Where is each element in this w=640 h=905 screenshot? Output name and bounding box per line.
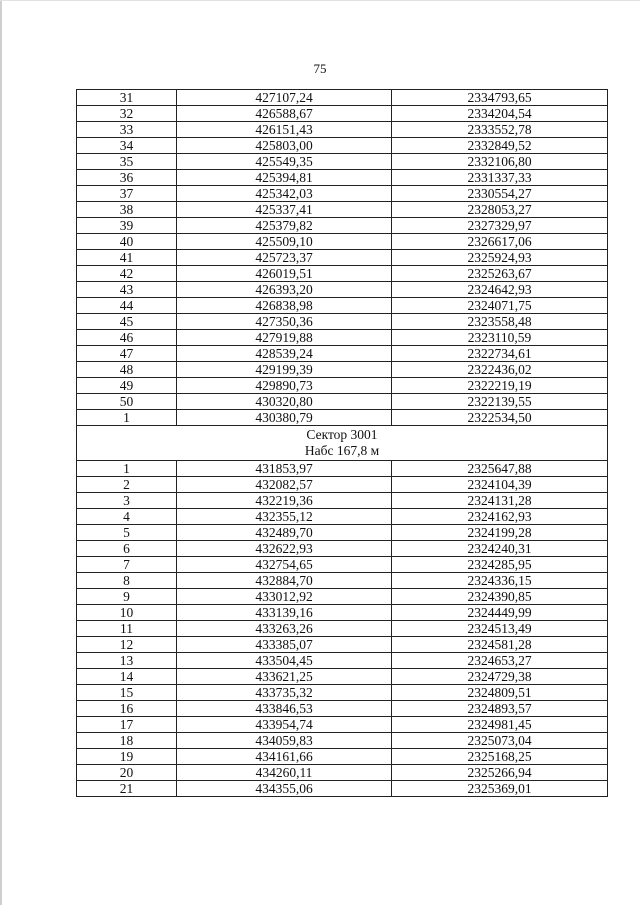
y-coordinate-cell: 2325263,67: [392, 266, 608, 282]
sector-header-body: [77, 426, 608, 461]
point-number-cell: 33: [77, 122, 177, 138]
x-coordinate-cell: 425509,10: [177, 234, 392, 250]
y-coordinate-cell: 2324131,28: [392, 493, 608, 509]
x-coordinate-cell: 432754,65: [177, 557, 392, 573]
x-coordinate-cell: 429890,73: [177, 378, 392, 394]
point-number-cell: 18: [77, 733, 177, 749]
y-coordinate-cell: 2324893,57: [392, 701, 608, 717]
coordinates-table: [76, 89, 608, 797]
point-number-cell: 12: [77, 637, 177, 653]
point-number-cell: 47: [77, 346, 177, 362]
x-coordinate-cell: 433504,45: [177, 653, 392, 669]
sector-header: [77, 426, 608, 461]
point-number-cell: 48: [77, 362, 177, 378]
point-number-cell: 49: [77, 378, 177, 394]
y-coordinate-cell: 2323558,48: [392, 314, 608, 330]
point-number-cell: 7: [77, 557, 177, 573]
x-coordinate-cell: 425337,41: [177, 202, 392, 218]
point-number-cell: 32: [77, 106, 177, 122]
table-row: [77, 717, 608, 733]
table-row: [77, 202, 608, 218]
point-number-cell: 1: [77, 410, 177, 426]
y-coordinate-cell: 2325924,93: [392, 250, 608, 266]
x-coordinate-cell: 433139,16: [177, 605, 392, 621]
y-coordinate-cell: 2324390,85: [392, 589, 608, 605]
x-coordinate-cell: 425803,00: [177, 138, 392, 154]
table-row: [77, 122, 608, 138]
x-coordinate-cell: 427107,24: [177, 90, 392, 106]
y-coordinate-cell: 2324162,93: [392, 509, 608, 525]
x-coordinate-cell: 434059,83: [177, 733, 392, 749]
point-number-cell: 17: [77, 717, 177, 733]
point-number-cell: 6: [77, 541, 177, 557]
y-coordinate-cell: 2327329,97: [392, 218, 608, 234]
table-row: [77, 493, 608, 509]
y-coordinate-cell: 2322534,50: [392, 410, 608, 426]
x-coordinate-cell: 426393,20: [177, 282, 392, 298]
point-number-cell: 2: [77, 477, 177, 493]
y-coordinate-cell: 2325168,25: [392, 749, 608, 765]
x-coordinate-cell: 432082,57: [177, 477, 392, 493]
point-number-cell: 8: [77, 573, 177, 589]
x-coordinate-cell: 426151,43: [177, 122, 392, 138]
table-body-after: [77, 461, 608, 797]
y-coordinate-cell: 2324449,99: [392, 605, 608, 621]
y-coordinate-cell: 2332849,52: [392, 138, 608, 154]
table-row: [77, 749, 608, 765]
table-row: [77, 573, 608, 589]
point-number-cell: 5: [77, 525, 177, 541]
table-row: [77, 589, 608, 605]
sector-height: Набс 167,8 м: [304, 443, 380, 458]
table-row: [77, 525, 608, 541]
y-coordinate-cell: 2324071,75: [392, 298, 608, 314]
x-coordinate-cell: 426588,67: [177, 106, 392, 122]
point-number-cell: 44: [77, 298, 177, 314]
point-number-cell: 13: [77, 653, 177, 669]
table-row: [77, 461, 608, 477]
y-coordinate-cell: 2324653,27: [392, 653, 608, 669]
y-coordinate-cell: 2330554,27: [392, 186, 608, 202]
point-number-cell: 45: [77, 314, 177, 330]
y-coordinate-cell: 2325073,04: [392, 733, 608, 749]
y-coordinate-cell: 2324240,31: [392, 541, 608, 557]
point-number-cell: 40: [77, 234, 177, 250]
point-number-cell: 39: [77, 218, 177, 234]
y-coordinate-cell: 2325369,01: [392, 781, 608, 797]
x-coordinate-cell: 433263,26: [177, 621, 392, 637]
y-coordinate-cell: 2324513,49: [392, 621, 608, 637]
x-coordinate-cell: 432219,36: [177, 493, 392, 509]
sector-title: Сектор 3001: [306, 427, 378, 442]
x-coordinate-cell: 429199,39: [177, 362, 392, 378]
y-coordinate-cell: 2324336,15: [392, 573, 608, 589]
point-number-cell: 43: [77, 282, 177, 298]
table-row: [77, 669, 608, 685]
table-row: [77, 701, 608, 717]
point-number-cell: 50: [77, 394, 177, 410]
x-coordinate-cell: 432489,70: [177, 525, 392, 541]
table-row: [77, 250, 608, 266]
table-row: [77, 298, 608, 314]
x-coordinate-cell: 425723,37: [177, 250, 392, 266]
table-row: [77, 346, 608, 362]
y-coordinate-cell: 2322139,55: [392, 394, 608, 410]
y-coordinate-cell: 2322436,02: [392, 362, 608, 378]
point-number-cell: 14: [77, 669, 177, 685]
scan-edge: [0, 0, 2, 905]
point-number-cell: 46: [77, 330, 177, 346]
x-coordinate-cell: 425379,82: [177, 218, 392, 234]
table-row: [77, 218, 608, 234]
x-coordinate-cell: 432884,70: [177, 573, 392, 589]
x-coordinate-cell: 425342,03: [177, 186, 392, 202]
x-coordinate-cell: 433846,53: [177, 701, 392, 717]
point-number-cell: 41: [77, 250, 177, 266]
point-number-cell: 1: [77, 461, 177, 477]
x-coordinate-cell: 427350,36: [177, 314, 392, 330]
x-coordinate-cell: 433954,74: [177, 717, 392, 733]
point-number-cell: 21: [77, 781, 177, 797]
y-coordinate-cell: 2323110,59: [392, 330, 608, 346]
point-number-cell: 9: [77, 589, 177, 605]
y-coordinate-cell: 2333552,78: [392, 122, 608, 138]
table-row: [77, 605, 608, 621]
point-number-cell: 38: [77, 202, 177, 218]
x-coordinate-cell: 434260,11: [177, 765, 392, 781]
table-row: [77, 170, 608, 186]
table-row: [77, 394, 608, 410]
x-coordinate-cell: 430320,80: [177, 394, 392, 410]
page-number: 75: [313, 61, 327, 76]
table-row: [77, 362, 608, 378]
x-coordinate-cell: 430380,79: [177, 410, 392, 426]
y-coordinate-cell: 2334204,54: [392, 106, 608, 122]
x-coordinate-cell: 433012,92: [177, 589, 392, 605]
point-number-cell: 37: [77, 186, 177, 202]
y-coordinate-cell: 2325647,88: [392, 461, 608, 477]
y-coordinate-cell: 2324285,95: [392, 557, 608, 573]
point-number-cell: 11: [77, 621, 177, 637]
point-number-cell: 42: [77, 266, 177, 282]
y-coordinate-cell: 2324729,38: [392, 669, 608, 685]
y-coordinate-cell: 2324809,51: [392, 685, 608, 701]
table-body-before: [77, 90, 608, 426]
point-number-cell: 35: [77, 154, 177, 170]
x-coordinate-cell: 433385,07: [177, 637, 392, 653]
table-row: [77, 733, 608, 749]
y-coordinate-cell: 2332106,80: [392, 154, 608, 170]
table-row: [77, 282, 608, 298]
table-row: [77, 138, 608, 154]
x-coordinate-cell: 426019,51: [177, 266, 392, 282]
y-coordinate-cell: 2324581,28: [392, 637, 608, 653]
table-row: [77, 557, 608, 573]
table-row: [77, 509, 608, 525]
x-coordinate-cell: 433621,25: [177, 669, 392, 685]
table-row: [77, 541, 608, 557]
point-number-cell: 16: [77, 701, 177, 717]
x-coordinate-cell: 425549,35: [177, 154, 392, 170]
y-coordinate-cell: 2334793,65: [392, 90, 608, 106]
sector-header-row: [77, 426, 608, 461]
x-coordinate-cell: 427919,88: [177, 330, 392, 346]
table-row: [77, 378, 608, 394]
table-row: [77, 621, 608, 637]
table-row: [77, 314, 608, 330]
x-coordinate-cell: 428539,24: [177, 346, 392, 362]
point-number-cell: 19: [77, 749, 177, 765]
x-coordinate-cell: 425394,81: [177, 170, 392, 186]
y-coordinate-cell: 2322734,61: [392, 346, 608, 362]
y-coordinate-cell: 2326617,06: [392, 234, 608, 250]
y-coordinate-cell: 2322219,19: [392, 378, 608, 394]
y-coordinate-cell: 2325266,94: [392, 765, 608, 781]
point-number-cell: 10: [77, 605, 177, 621]
x-coordinate-cell: 432622,93: [177, 541, 392, 557]
table-row: [77, 154, 608, 170]
table-row: [77, 637, 608, 653]
table-row: [77, 781, 608, 797]
point-number-cell: 20: [77, 765, 177, 781]
table-row: [77, 186, 608, 202]
scan-edge-top: [0, 0, 640, 1]
point-number-cell: 36: [77, 170, 177, 186]
point-number-cell: 4: [77, 509, 177, 525]
point-number-cell: 15: [77, 685, 177, 701]
table-row: [77, 477, 608, 493]
y-coordinate-cell: 2324199,28: [392, 525, 608, 541]
table-row: [77, 765, 608, 781]
x-coordinate-cell: 434355,06: [177, 781, 392, 797]
table-row: [77, 266, 608, 282]
y-coordinate-cell: 2324981,45: [392, 717, 608, 733]
point-number-cell: 31: [77, 90, 177, 106]
point-number-cell: 3: [77, 493, 177, 509]
y-coordinate-cell: 2324642,93: [392, 282, 608, 298]
x-coordinate-cell: 431853,97: [177, 461, 392, 477]
x-coordinate-cell: 433735,32: [177, 685, 392, 701]
x-coordinate-cell: 432355,12: [177, 509, 392, 525]
table-row: [77, 330, 608, 346]
table-row: [77, 106, 608, 122]
table-row: [77, 653, 608, 669]
y-coordinate-cell: 2328053,27: [392, 202, 608, 218]
table-row: [77, 410, 608, 426]
table-row: [77, 685, 608, 701]
x-coordinate-cell: 426838,98: [177, 298, 392, 314]
y-coordinate-cell: 2331337,33: [392, 170, 608, 186]
point-number-cell: 34: [77, 138, 177, 154]
x-coordinate-cell: 434161,66: [177, 749, 392, 765]
table-row: [77, 90, 608, 106]
y-coordinate-cell: 2324104,39: [392, 477, 608, 493]
table-row: [77, 234, 608, 250]
